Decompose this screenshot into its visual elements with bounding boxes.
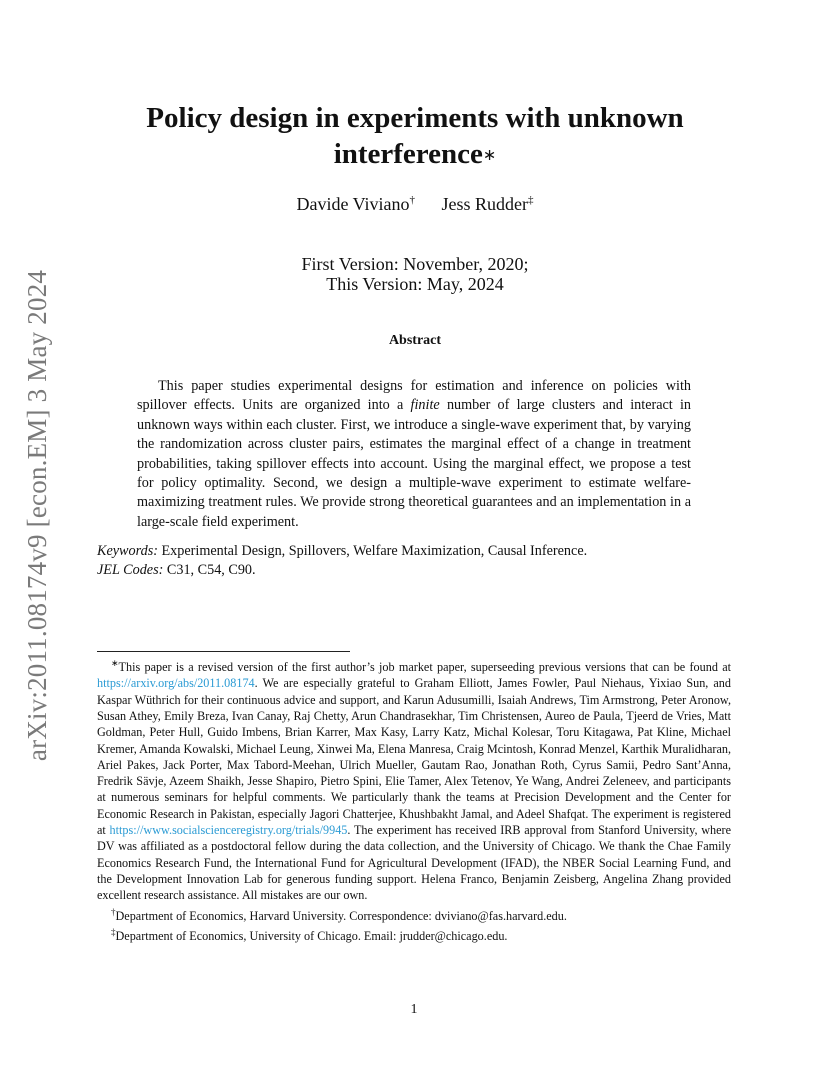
paper-title bbox=[90, 100, 740, 172]
arxiv-identifier: arXiv:2011.08174v9 [econ.EM] 3 May 2024 bbox=[22, 269, 53, 761]
footnote-divider bbox=[97, 651, 350, 652]
footnote-2-text: Department of Economics, Harvard University. Correspondence: dviviano@fas.harvard.edu. bbox=[115, 908, 567, 923]
abstract-emphasis-finite: finite bbox=[410, 397, 440, 414]
first-version: First Version: November, 2020; bbox=[301, 254, 529, 274]
this-version: This Version: May, 2024 bbox=[326, 274, 504, 294]
footnote-1-text-a: This paper is a revised version of the first author’s job market paper, superseeding previous versions that can be found at bbox=[118, 660, 731, 675]
keywords-label: Keywords: bbox=[97, 543, 158, 559]
jel-label: JEL Codes: bbox=[97, 562, 164, 579]
abstract-body bbox=[137, 377, 691, 532]
author-rudder bbox=[442, 194, 534, 214]
arxiv-link[interactable]: https://arxiv.org/abs/2011.08174 bbox=[97, 676, 255, 691]
footnote-1 bbox=[97, 655, 731, 904]
abstract-heading: Abstract bbox=[388, 333, 442, 348]
title-footnote-mark: ∗ bbox=[482, 147, 497, 164]
keywords-line bbox=[97, 542, 737, 561]
title-line-1: Policy design in experiments with unknown bbox=[146, 102, 684, 134]
page-number: 1 bbox=[410, 1002, 418, 1017]
version-dates bbox=[90, 254, 740, 294]
abstract-text-part2: number of large clusters and interact in unknown ways within each cluster. First, we introduce a single-wave experiment that, by varying the randomization across cluster pairs, estimates the marginal effect of a change in treatment probabilities, taking spillover effects into account. Using the marginal effect, we propose a test for policy optimality. Second, we design a multiple-wave experiment to estimate welfare-maximizing treatment rules. We provide strong theoretical guarantees and an implementation in a large-scale field experiment. bbox=[137, 397, 692, 530]
footnote-2 bbox=[97, 904, 731, 924]
author-name: Davide Viviano bbox=[296, 194, 410, 214]
jel-text: C31, C54, C90. bbox=[166, 562, 256, 579]
footnote-3 bbox=[97, 924, 731, 944]
footnotes bbox=[97, 655, 731, 944]
author-footnote-mark: † bbox=[409, 194, 416, 206]
author-footnote-mark: ‡ bbox=[528, 194, 534, 206]
author-name: Jess Rudder bbox=[441, 194, 529, 214]
author-viviano bbox=[296, 194, 415, 214]
author-list bbox=[90, 194, 740, 215]
title-line-2 bbox=[90, 136, 740, 172]
registry-link[interactable]: https://www.socialscienceregistry.org/trials/9945 bbox=[109, 823, 348, 838]
abstract-text-part1: This paper studies experimental designs for estimation and inference on policies with spillover effects. Units are organized into a bbox=[137, 378, 691, 414]
footnote-1-mark: ∗ bbox=[111, 658, 119, 668]
footnote-1-text-c: . The experiment has received IRB approval from Stanford University, where DV was affiliated as a postdoctoral fellow during the data collection, and the University of Chicago. We thank the Chae Family Economics Research Fund, the International Fund for Agricultural Development (IFAD), the NBER Social Learning Fund, and the Development Innovation Lab for generous funding support. Helena Franco, Benjamin Zeisberg, Angelina Zhang provided excellent research assistance. All mistakes are our own. bbox=[97, 823, 731, 903]
footnote-1-text-b: . We are especially grateful to Graham Elliott, James Fowler, Paul Niehaus, Yixiao Sun, and Kaspar Wüthrich for their continuous advice and support, and Karun Adusumilli, Isaiah Andrews, Tim Armstrong, Peter Aronow, Susan Athey, Emily Breza, Ivan Canay, Raj Chetty, Arun Chandrasekhar, Tim Christensen, Aureo de Paula, Tjeerd de Vries, Matt Goldman, Peter Hull, Guido Imbens, Brian Karrer, Max Kasy, Larry Katz, Michal Kolesar, Toru Kitagawa, Pat Kline, Michael Kremer, Amanda Kowalski, Michael Leung, Xinwei Ma, Elena Manresa, Craig Mcintosh, Konrad Menzel, Karthik Muralidharan, Ariel Pakes, Jack Porter, Max Tabord-Meehan, Ulrich Mueller, Gautam Rao, Jonathan Roth, Cyrus Samii, Pedro Sant’Anna, Fredrik Sävje, Azeem Shaikh, Jesse Shapiro, Pietro Spini, Elie Tamer, Alex Tetenov, Ye Wang, Andrei Zeleneev, and participants at numerous seminars for helpful comments. We particularly thank the teams at Precision Development and the Center for Economic Research in Pakistan, especially Jagori Chatterjee, Khushbakht Jamal, and Adeel Shafqat. The experiment is registered at bbox=[97, 676, 731, 838]
footnote-3-mark: ‡ bbox=[111, 926, 116, 937]
footnote-2-mark: † bbox=[111, 906, 116, 917]
keywords-block bbox=[97, 542, 737, 581]
arxiv-sidebar-stamp bbox=[18, 265, 58, 765]
jel-codes-line bbox=[97, 561, 737, 580]
footnote-3-text: Department of Economics, University of Chicago. Email: jrudder@chicago.edu. bbox=[115, 928, 508, 943]
title-line-2-text: interference bbox=[333, 138, 483, 170]
keywords-text: Experimental Design, Spillovers, Welfare Maximization, Causal Inference. bbox=[161, 543, 588, 559]
